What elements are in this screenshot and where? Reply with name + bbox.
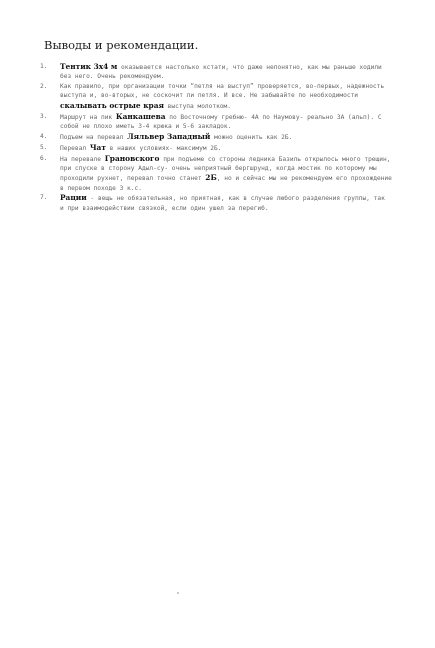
list-item [40, 82, 392, 111]
item-text: в наших условиях- максимум 2Б. [105, 144, 222, 152]
list-item-number: 2. [40, 83, 48, 91]
item-text: оказывается настолько кстати, что даже непонятно, как мы раньше ходили без него. Очень рекомендуем. [60, 64, 382, 81]
item-text: , но и сейчас мы не рекомендуем его прохождение в первом походе 3 к.с. [60, 175, 392, 192]
recommendations-list [40, 62, 392, 214]
item-text: Подъем на перевал [60, 133, 128, 141]
emphasized-term: Чат [89, 142, 106, 152]
item-text: можно оценить как 2Б. [210, 133, 293, 141]
emphasized-term: Тентик 3х4 м [60, 62, 118, 71]
list-item [40, 193, 392, 213]
item-text: Перевал [60, 144, 90, 152]
item-text: по Восточному гребню- 4А по Наумову- реально 3А (альп). С собой не плохо иметь 3-4 крюка и 5-6 закладок. [60, 113, 382, 130]
list-item [40, 143, 392, 153]
emphasized-term: Рации [60, 193, 87, 203]
item-text: Как правило, при организации точки “петля на выступ” проверяется, во-первых, надежность выступа и, во-вторых, не соскочит ли петля. И все. Не забывайте по необходимости [60, 83, 385, 100]
list-item [40, 154, 392, 193]
emphasized-term: Канкашева [115, 111, 166, 121]
item-text: На перевале [60, 155, 105, 163]
item-text: при подъеме со стороны ледника Базиль открылось много трещин, при спуске в сторону Адыл-су- очень неприятный бергшрунд, когда мостик по которому мы проходили рухнет, перевал точно станет [60, 155, 391, 183]
list-item-number: 4. [40, 132, 48, 140]
list-item-number: 5. [40, 143, 48, 151]
list-item-number: 1. [40, 63, 48, 70]
page-heading: Выводы и рекомендации. [44, 38, 199, 52]
item-text: выступа молотком. [163, 102, 232, 110]
page-speck [177, 592, 179, 594]
emphasized-term: скалывать острые края [60, 100, 164, 110]
emphasized-term: 2Б [205, 173, 217, 183]
emphasized-term: Грановского [104, 153, 160, 163]
emphasized-term: Ляльвер Западный [127, 131, 211, 141]
item-text: - вещь не обязательная, но приятная, как в случае любого разделения группы, так и при взаимодействии связкой, если один ушел за перегиб. [60, 195, 385, 212]
item-text: Маршрут на пик [60, 113, 116, 121]
list-item [40, 62, 392, 82]
list-item-number: 7. [40, 194, 48, 202]
list-item [40, 132, 392, 142]
list-item [40, 112, 392, 132]
list-item-number: 3. [40, 112, 48, 120]
list-item-number: 6. [40, 154, 48, 162]
